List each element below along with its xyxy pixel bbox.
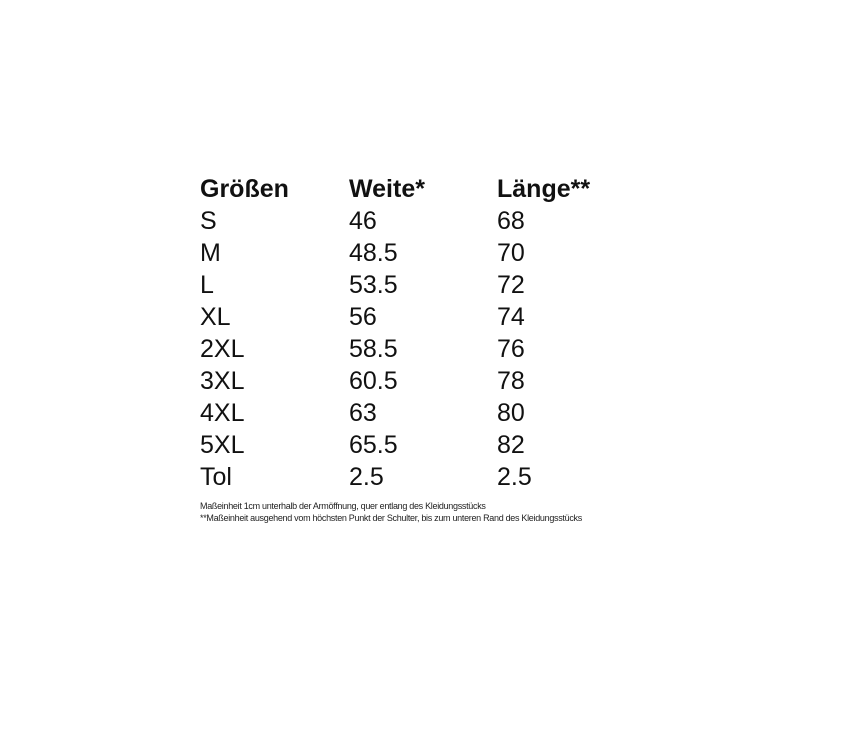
cell-size: XL: [200, 303, 231, 331]
footnote-length: **Maßeinheit ausgehend vom höchsten Punkt der Schulter, bis zum unteren Rand des Kleidungsstücks: [200, 513, 582, 523]
size-chart-header: [200, 173, 637, 205]
cell-length: 78: [497, 367, 525, 395]
header-length: Länge**: [497, 175, 591, 203]
cell-length: 72: [497, 271, 525, 299]
cell-size: 2XL: [200, 335, 245, 363]
cell-width: 2.5: [349, 463, 384, 491]
table-row: [200, 365, 637, 397]
cell-width: 53.5: [349, 271, 398, 299]
cell-width: 65.5: [349, 431, 398, 459]
footnote-width: Maßeinheit 1cm unterhalb der Armöffnung, quer entlang des Kleidungsstücks: [200, 501, 486, 511]
cell-length: 74: [497, 303, 525, 331]
size-chart-body: [200, 205, 637, 493]
cell-width: 56: [349, 303, 377, 331]
table-row: [200, 333, 637, 365]
cell-length: 80: [497, 399, 525, 427]
footnotes: [200, 500, 582, 524]
cell-width: 48.5: [349, 239, 398, 267]
cell-width: 58.5: [349, 335, 398, 363]
size-chart-table: [200, 173, 637, 493]
cell-size: Tol: [200, 463, 232, 491]
cell-width: 46: [349, 207, 377, 235]
cell-length: 76: [497, 335, 525, 363]
cell-size: M: [200, 239, 221, 267]
cell-size: S: [200, 207, 217, 235]
cell-size: 5XL: [200, 431, 245, 459]
table-row: [200, 397, 637, 429]
cell-length: 68: [497, 207, 525, 235]
table-row: [200, 429, 637, 461]
cell-size: 3XL: [200, 367, 245, 395]
header-row: [200, 173, 637, 205]
table-row: [200, 461, 637, 493]
cell-length: 70: [497, 239, 525, 267]
cell-size: 4XL: [200, 399, 245, 427]
table-row: [200, 237, 637, 269]
table-row: [200, 269, 637, 301]
table-row: [200, 205, 637, 237]
header-width: Weite*: [349, 175, 425, 203]
table-row: [200, 301, 637, 333]
header-size: Größen: [200, 175, 289, 203]
cell-length: 2.5: [497, 463, 532, 491]
cell-width: 63: [349, 399, 377, 427]
cell-size: L: [200, 271, 214, 299]
cell-width: 60.5: [349, 367, 398, 395]
cell-length: 82: [497, 431, 525, 459]
